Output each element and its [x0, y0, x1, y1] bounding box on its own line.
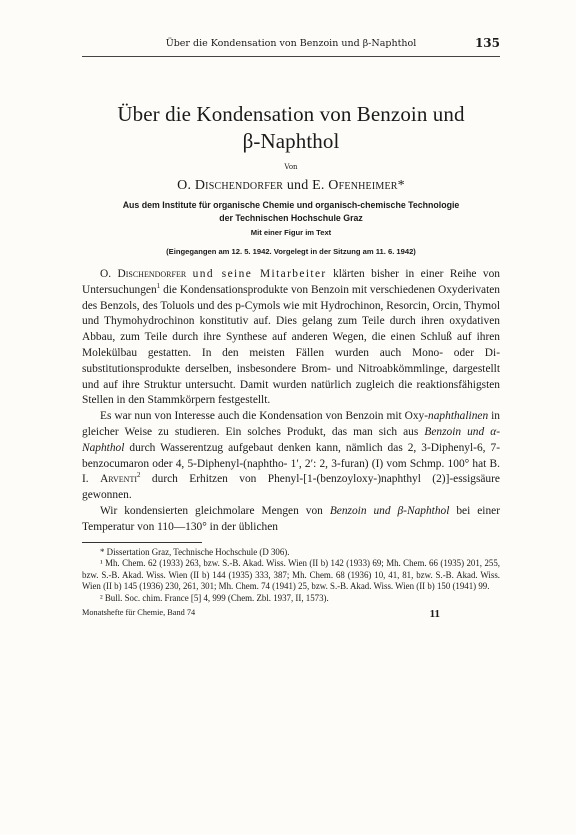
p3-italic-1: Benzoin und β-Naphthol — [329, 504, 450, 517]
running-head-title: Über die Kondensation von Benzoin und β-Naphthol — [165, 38, 417, 49]
paragraph-2 — [82, 409, 500, 504]
page-number: 135 — [474, 36, 500, 50]
figure-note: Mit einer Figur im Text — [250, 228, 332, 237]
p1-author: O. Dischendorfer — [100, 268, 187, 280]
authors-and: und — [286, 178, 309, 193]
p2-text-c: durch Wasserentzug aufgebaut denken kann, nämlich das 2, 3-Diphenyl-6, 7-benzocumaron oder 4, 5-Diphenyl-(naphtho- 1′, 2′: 2, 3-furan) (I) vom Schmp. 100° hat B. I. — [82, 441, 500, 486]
title-line-2: β-Naphthol — [242, 129, 340, 153]
journal-name: Monatshefte für Chemie, Band 74 — [82, 607, 196, 617]
page-footer — [82, 608, 500, 620]
p3-text-a: Wir kondensierten gleichmolare Mengen von — [100, 504, 323, 517]
von-label: Von — [284, 163, 298, 171]
author-footnote-mark: * — [397, 178, 405, 193]
affiliation — [82, 199, 500, 225]
running-head — [82, 38, 500, 57]
footnote-star: * Dissertation Graz, Technische Hochschule (D 306). — [100, 546, 290, 557]
p1-text-b: die Kondensationsprodukte von Benzoin mit verschiedenen Oxyderivaten des Benzols, des Toluols und des p-Cymols wie mit Hydrochinon, Resorcin, Orcin, Thymol und Thymohydrochinon konstitutiv auf. Dies gelang zum Teile durch ihren oxydativen Abbau, zum Teile durch ihre Synthese auf anderen Wegen, die einen Schluß auf ihren Molekülbau gestatten. In den meisten Fällen wurden auch Mono- oder Di-substitutionsprodukte derselben, insbesondere Brom- und Nitroabkömmlinge, dargestellt und auf ihre Struktur untersucht. Damit wurden natürlich zugleich die reaktionsfähigsten Stellen in den Stammkörpern festgestellt. — [82, 283, 500, 407]
p2-italic-1: naphthalinen — [428, 410, 489, 423]
p2-italic-2: Benzoin und α-Naphthol — [82, 425, 500, 454]
p3-text-b: bei einer Temperatur von 110—130° in der üblichen — [82, 504, 500, 533]
footnote-rule — [82, 542, 202, 543]
article-body — [82, 267, 500, 536]
author-1: O. Dischendorfer — [177, 178, 284, 193]
footnote-1: ¹ Mh. Chem. 62 (1933) 263, bzw. S.-B. Akad. Wiss. Wien (II b) 142 (1933) 69; Mh. Chem. 66 (1935) 201, 255, bzw. S.-B. Akad. Wiss. Wien (II b) 144 (1935) 333, 387; Mh. Chem. 68 (1936) 10, 41, 81, bzw. S.-B. Akad. Wiss. Wien (II b) 145 (1936) 230, 261, 301; Mh. Chem. 74 (1941) 25, bzw. S.-B. Akad. Wiss. Wien (II b) 150 (1941) 99. — [82, 558, 500, 592]
title-line-1: Über die Kondensation von Benzoin und — [117, 102, 465, 126]
signature-mark: 11 — [429, 607, 440, 620]
page — [82, 38, 500, 620]
p2-text-a: Es war nun von Interesse auch die Kondensation von Benzoin mit Oxy- — [100, 410, 429, 423]
p1-spaced: und seine Mitarbeiter — [192, 268, 327, 280]
p2-author: Arventi — [100, 473, 137, 486]
p2-text-b: in gleicher Weise zu studieren. Ein solches Produkt, das man sich aus — [82, 410, 500, 438]
author-2: E. Ofenheimer — [312, 178, 398, 193]
received-date: (Eingegangen am 12. 5. 1942. Vorgelegt in der Sitzung am 11. 6. 1942) — [166, 247, 416, 256]
paragraph-1 — [82, 267, 500, 409]
footnotes — [82, 547, 500, 605]
footnote-2: ² Bull. Soc. chim. France [5] 4, 999 (Chem. Zbl. 1937, II, 1573). — [100, 592, 329, 603]
paragraph-3 — [82, 504, 500, 536]
affiliation-line-1: Aus dem Institute für organische Chemie und organisch-chemische Technologie — [122, 200, 460, 210]
footnote-ref-1[interactable]: 1 — [156, 282, 161, 290]
article-title — [82, 101, 500, 155]
authors — [82, 178, 500, 194]
p1-text-a: klärten bisher in einer Reihe von Untersuchungen — [82, 268, 500, 296]
affiliation-line-2: der Technischen Hochschule Graz — [219, 213, 363, 223]
footnote-ref-2[interactable]: 2 — [137, 471, 141, 480]
p2-text-d: durch Erhitzen von Phenyl-[1-(benzoyloxy-)naphthyl (2)]-essigsäure gewonnen. — [82, 473, 500, 502]
